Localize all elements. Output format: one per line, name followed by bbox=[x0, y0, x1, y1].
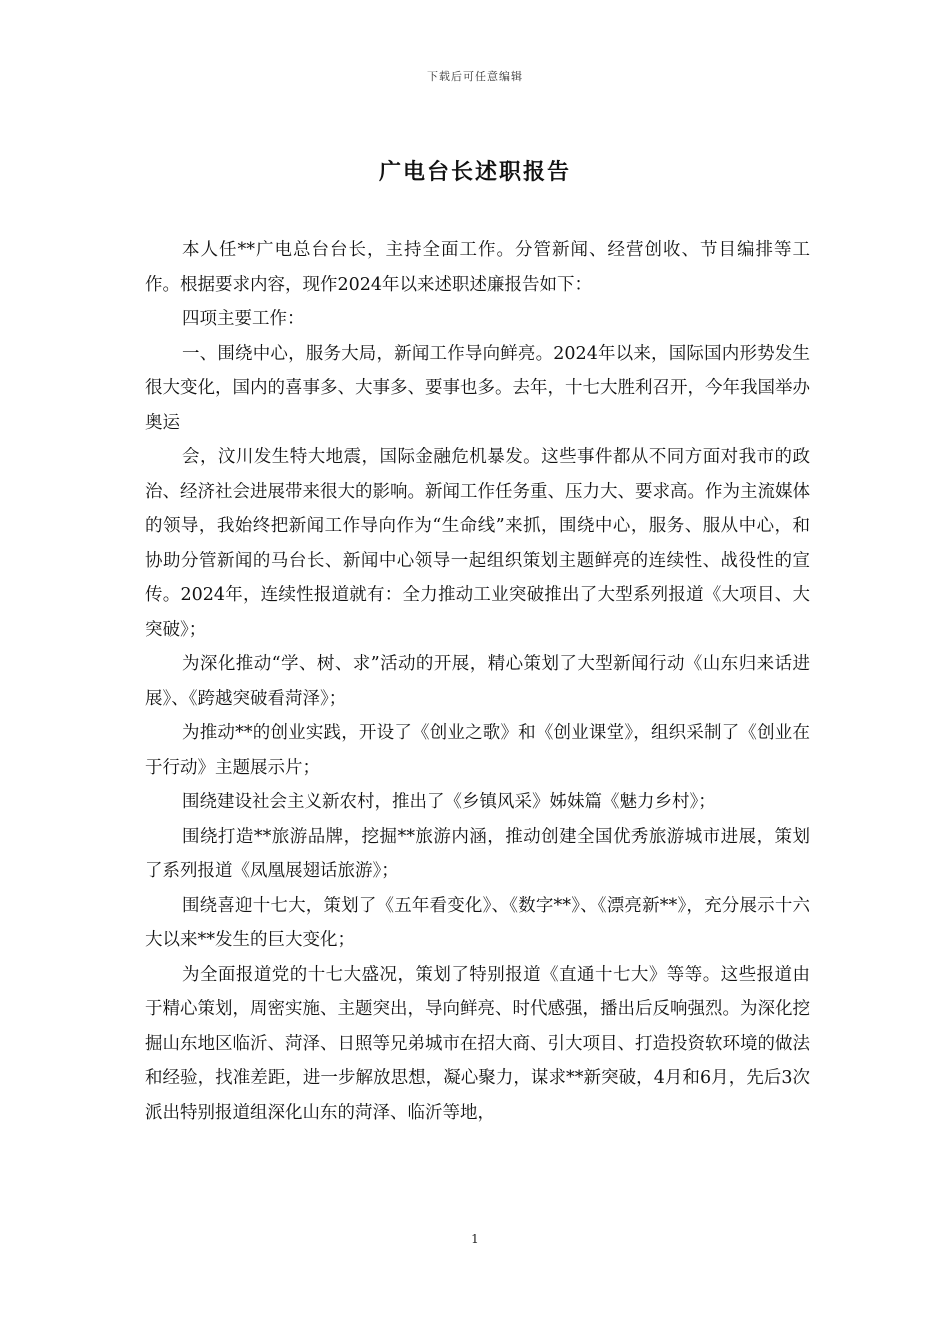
paragraph: 四项主要工作： bbox=[182, 309, 305, 329]
document-title: 广电台长述职报告 bbox=[378, 159, 571, 185]
paragraph: 围绕喜迎十七大，策划了《五年看变化》、《数字**》、《漂亮新**》，充分展示十六大以来**发生的巨大变化； bbox=[145, 895, 810, 950]
paragraph: 一、围绕中心，服务大局，新闻工作导向鲜亮。2024年以来，国际国内形势发生很大变化，国内的喜事多、大事多、要事也多。去年，十七大胜利召开，今年我国举办奥运 bbox=[145, 343, 810, 433]
header-note: 下载后可任意编辑 bbox=[427, 70, 523, 83]
paragraph: 围绕建设社会主义新农村，推出了《乡镇风采》姊妹篇《魅力乡村》； bbox=[182, 792, 716, 812]
paragraph: 会，汶川发生特大地震，国际金融危机暴发。这些事件都从不同方面对我市的政治、经济社会进展带来很大的影响。新闻工作任务重、压力大、要求高。作为主流媒体的领导，我始终把新闻工作导向作为“生命线”来抓，围绕中心，服务、服从中心，和协助分管新闻的马台长、新闻中心领导一起组织策划主题鲜亮的连续性、战役性的宣传。2024年，连续性报道就有：全力推动工业突破推出了大型系列报道《大项目、大突破》； bbox=[145, 447, 810, 640]
paragraph: 围绕打造**旅游品牌，挖掘**旅游内涵，推动创建全国优秀旅游城市进展，策划了系列报道《凤凰展翅话旅游》； bbox=[145, 826, 810, 881]
document-body bbox=[145, 233, 810, 1130]
paragraph: 本人任**广电总台台长，主持全面工作。分管新闻、经营创收、节目编排等工作。根据要求内容，现作2024年以来述职述廉报告如下： bbox=[145, 240, 810, 295]
page-number: 1 bbox=[471, 1232, 479, 1246]
paragraph: 为全面报道党的十七大盛况，策划了特别报道《直通十七大》等等。这些报道由于精心策划，周密实施、主题突出，导向鲜亮、时代感强，播出后反响强烈。为深化挖掘山东地区临沂、菏泽、日照等兄弟城市在招大商、引大项目、打造投资软环境的做法和经验，找准差距，进一步解放思想，凝心聚力，谋求**新突破，4月和6月，先后3次派出特别报道组深化山东的菏泽、临沂等地， bbox=[145, 964, 810, 1123]
paragraph: 为深化推动“学、树、求”活动的开展，精心策划了大型新闻行动《山东归来话进展》、《跨越突破看菏泽》； bbox=[145, 654, 810, 709]
paragraph: 为推动**的创业实践，开设了《创业之歌》和《创业课堂》，组织采制了《创业在于行动》主题展示片； bbox=[145, 723, 810, 778]
